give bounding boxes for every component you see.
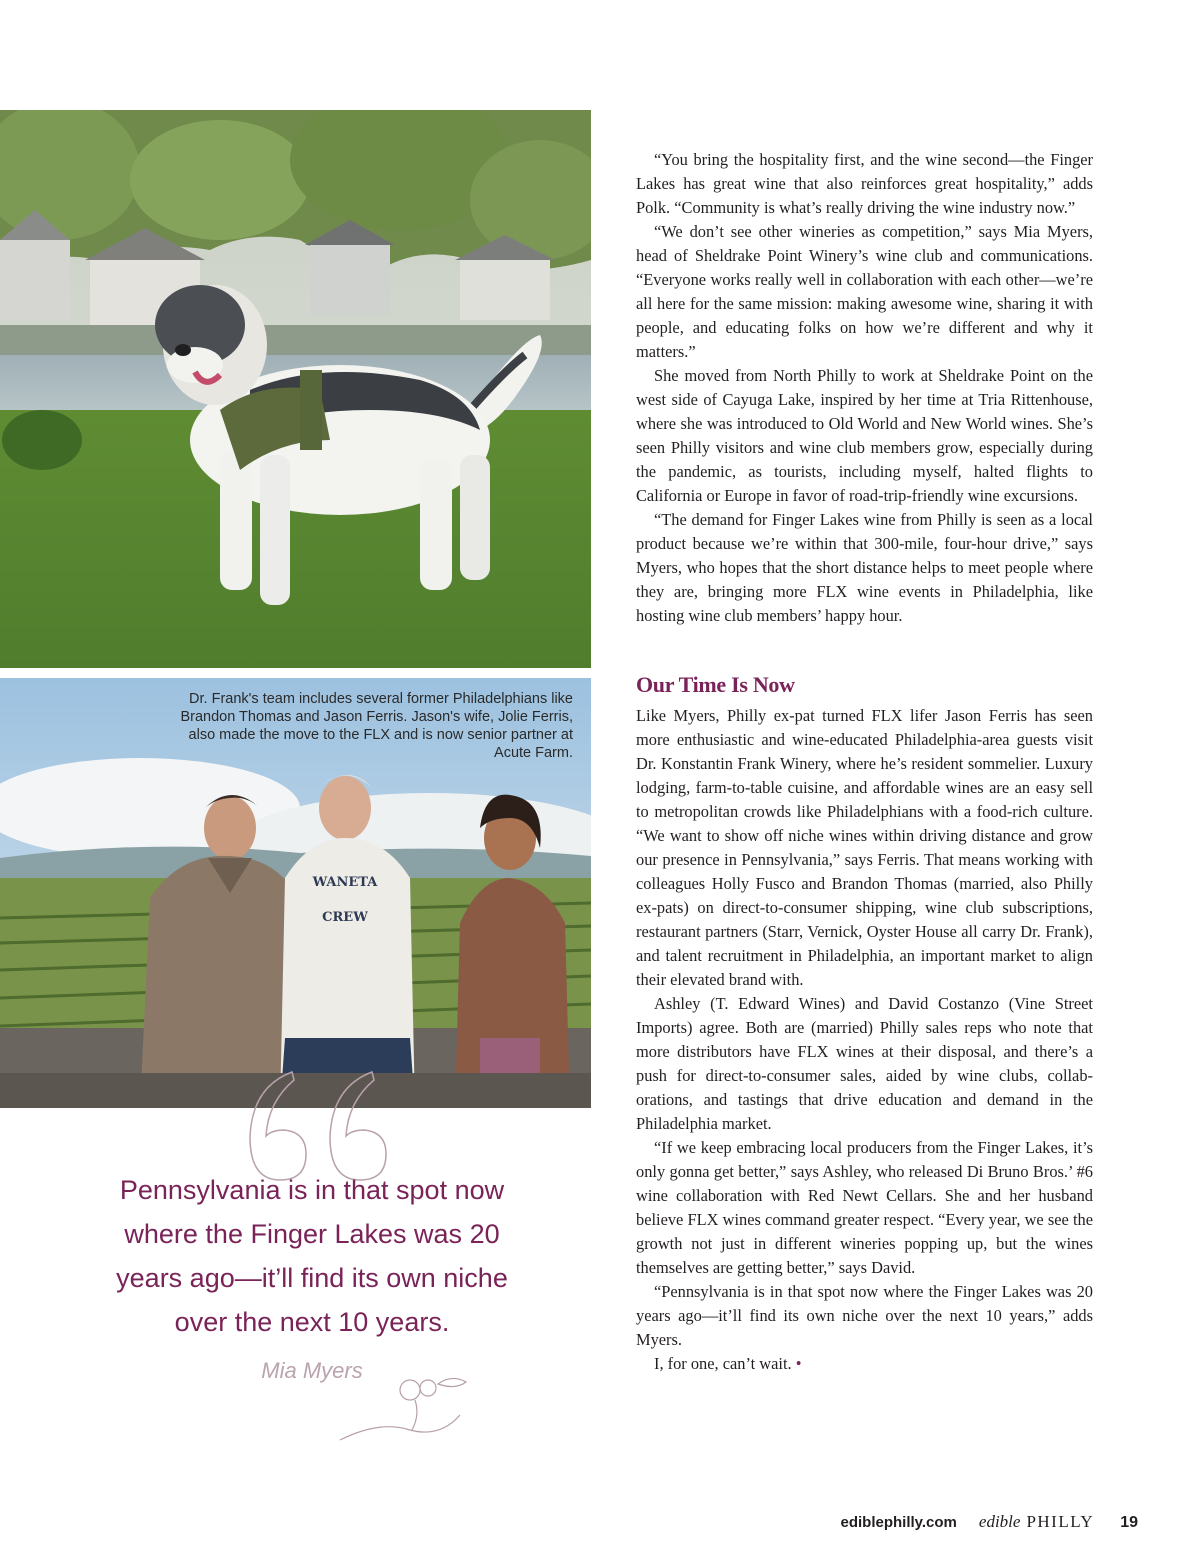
page-number: 19 <box>1120 1514 1138 1531</box>
dog-photo <box>0 110 591 668</box>
team-photo-caption: Dr. Frank's team includes several former Philadelphians like Brandon Thomas and Jason Ferris. Jason's wife, Jolie Ferris, also made the move to the FLX and is now senior partner at Acute Farm. <box>180 691 573 761</box>
footer-site-url[interactable]: ediblephilly.com <box>840 1514 957 1531</box>
article-paragraph: “We don’t see other wineries as competition,” says Mia Myers, head of Sheldrake Point Winery’s wine club and communications. “Everyone works really well in collaboration with each other—we’re all here for the same mission: making awesome wine, sharing it with people, and educating folks on how we’re different and why it matters.” <box>636 222 1093 361</box>
footer-magazine-edible: edible <box>978 1512 1021 1531</box>
article-paragraph: “Pennsylvania is in that spot now where the Finger Lakes was 20 years ago—it’ll find its own niche over the next 10 years,” adds Myers. <box>636 1282 1093 1349</box>
article-paragraph: She moved from North Philly to work at Sheldrake Point on the west side of Cayuga Lake, inspired by her time at Tria Rittenhouse, where she was introduced to Old World and New World wines. She’s seen Philly visitors and wine club members grow, especially during the pandemic, as tourists, including myself, halted flights to California or Europe in favor of road-trip-friendly wine excursions. <box>636 366 1093 505</box>
article-paragraph: Like Myers, Philly ex-pat turned FLX lifer Jason Ferris has seen more enthusiastic and wine-educated Philadelphia-area guests visit Dr. Konstantin Frank Winery, where he’s resident sommelier. Luxury lodging, farm-to-table cuisine, and affordable wines are an easy sell to metropolitan crowds like Philadelphians with a food-rich culture. “We want to show off niche wines within driving distance and grow our presence in Pennsylvania,” says Ferris. That means working with colleagues Holly Fusco and Brandon Thomas (married, also Philly ex-pats) on direct-to-consumer shipping, wine club subscriptions, restaurant partners (Starr, Vernick, Oyster House all carry Dr. Frank), and talent recruitment in Philadelphia, an important market to align their elevated brand with. <box>636 706 1093 989</box>
article-closing-paragraph <box>636 1352 1093 1376</box>
closing-text: I, for one, can’t wait. <box>654 1354 792 1373</box>
end-mark: • <box>795 1354 802 1373</box>
article-paragraph: Ashley (T. Edward Wines) and David Costanzo (Vine Street Imports) agree. Both are (married) Philly sales reps who note that more distributors have FLX wines at their disposal, and there’s a push for direct-to-consumer sales, aided by wine clubs, collaborations, and tastings that drive education and demand in the Philadelphia market. <box>636 994 1093 1133</box>
grape-vine-flourish-icon <box>320 1360 480 1450</box>
article-body <box>636 148 1093 1376</box>
article-paragraph: “The demand for Finger Lakes wine from Philly is seen as a local product because we’re within that 300-mile, four-hour drive,” says Myers, who hopes that the short distance helps to meet people where they are, bringing more FLX wine events in Philadelphia, like hosting wine club members’ happy hour. <box>636 510 1093 625</box>
article-paragraph: “You bring the hospitality first, and the wine second—the Finger Lakes has great wine that also reinforces great hospitality,” adds Polk. “Community is what’s really driving the wine industry now.” <box>636 150 1093 217</box>
section-heading: Our Time Is Now <box>636 672 795 697</box>
footer-magazine-philly: PHILLY <box>1026 1512 1095 1531</box>
sweatshirt-bottom-text: CREW <box>322 910 368 925</box>
dog-photo-illustration <box>0 110 591 668</box>
page-footer <box>840 1512 1138 1532</box>
team-photo <box>0 678 591 1108</box>
article-paragraph: “If we keep embracing local producers from the Finger Lakes, it’s only gonna get better,” says Ashley, who released Di Bruno Bros.’ #6 wine collaboration with Red Newt Cellars. She and her husband believe FLX wines command greater respect. “Every year, we see the growth not just in different wineries popping up, but the wines themselves are getting better,” says David. <box>636 1138 1093 1277</box>
pull-quote-attribution: Mia Myers <box>261 1358 363 1383</box>
sweatshirt-top-text: WANETA <box>312 875 378 890</box>
pull-quote-text: Pennsylvania is in that spot now where the Finger Lakes was 20 years ago—it’ll find its own niche over the next 10 years. <box>116 1175 508 1337</box>
